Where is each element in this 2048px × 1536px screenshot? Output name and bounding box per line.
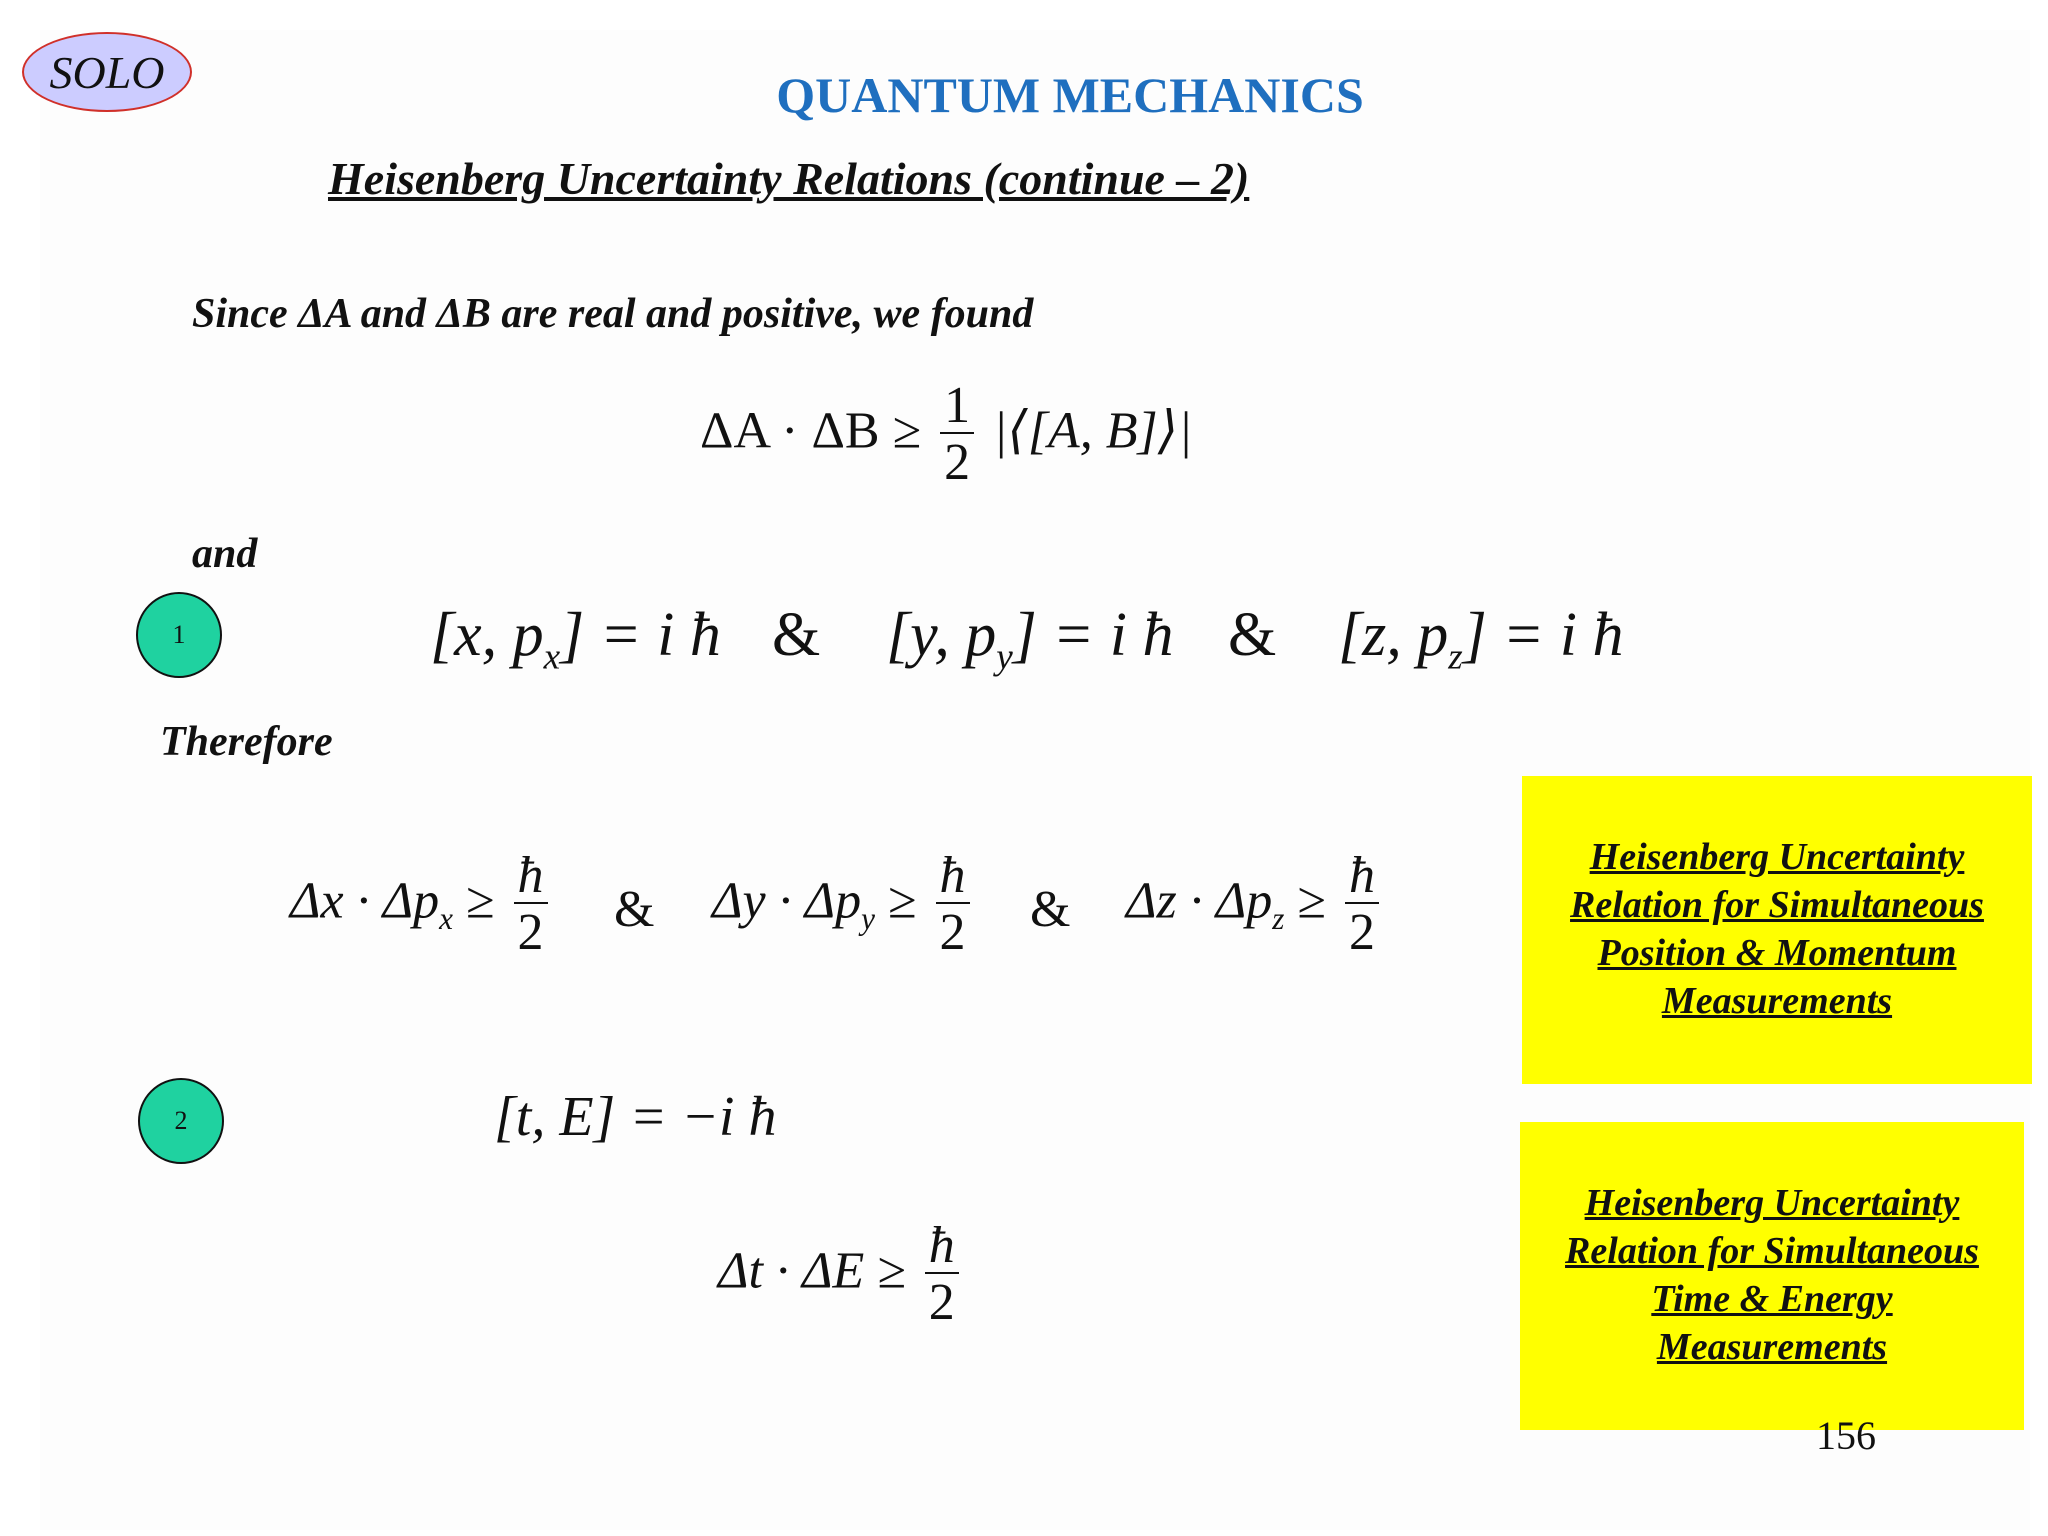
uncertainty-x-equation [290,847,554,961]
hbar: ħ [925,1220,959,1274]
commutator-z-text: [z, p [1338,601,1449,669]
commutator-y-end: ] = i ħ [1012,601,1174,669]
ampersand: & [614,881,655,938]
hbar: ħ [936,850,970,904]
general-rhs: |⟨[A, B]⟩| [993,402,1193,460]
general-uncertainty-equation [700,377,1193,491]
box-line: Heisenberg Uncertainty [1584,1182,1960,1225]
position-momentum-box-text [1570,834,1984,1026]
ampersand: & [1030,881,1071,938]
general-denominator: 2 [944,434,971,491]
commutator-z-equation [1338,600,1623,678]
unc-z-text: Δz · Δp [1126,872,1273,930]
geq-symbol: ≥ [1297,872,1326,930]
marker-2 [138,1078,224,1164]
geq-symbol: ≥ [887,872,917,930]
commutator-z-sub: z [1448,636,1463,678]
hbar: ħ [1345,850,1379,904]
hbar-over-2 [514,847,548,961]
ampersand: & [772,601,821,669]
commutator-x-text: [x, p [430,601,544,669]
general-lhs: ΔA · ΔB ≥ [700,402,922,460]
commutator-z-end: ] = i ħ [1462,601,1624,669]
box-line: Relation for Simultaneous [1565,1230,1979,1273]
marker-2-label: 2 [174,1106,188,1135]
page-number: 156 [1816,1413,1876,1458]
box-line: Measurements [1656,1325,1888,1368]
two: 2 [1348,904,1375,961]
general-numerator: 1 [940,380,974,434]
commutator-y-sub: y [996,636,1013,678]
commutator-tE-equation: [t, E] = −i ħ [494,1086,777,1148]
uncertainty-tE-equation [718,1217,965,1331]
general-fraction [940,377,974,491]
uncertainty-y-equation [712,847,976,961]
and-text: and [192,531,258,577]
commutator-x-equation [430,600,721,678]
slide-subtitle: Heisenberg Uncertainty Relations (continue – 2) [328,153,1250,204]
unc-y-sub: y [861,900,875,936]
hbar-over-2 [1345,847,1379,961]
box-line: Time & Energy [1651,1278,1893,1320]
two: 2 [517,904,544,961]
box-line: Position & Momentum [1597,932,1957,974]
box-line: Measurements [1661,979,1893,1022]
position-momentum-box [1522,776,2032,1084]
unc-x-text: Δx · Δp [290,872,440,930]
geq-symbol: ≥ [465,872,495,930]
time-energy-box-text [1565,1180,1979,1372]
ampersand: & [1228,601,1277,669]
hbar: ħ [514,850,548,904]
marker-1 [136,592,222,678]
time-energy-box [1520,1122,2024,1430]
box-line: Relation for Simultaneous [1570,884,1984,927]
uncertainty-z-equation [1126,847,1385,961]
hbar-over-2 [936,847,970,961]
commutator-x-sub: x [543,636,561,678]
unc-z-sub: z [1272,900,1285,936]
commutator-x-end: ] = i ħ [560,601,721,669]
box-line: Heisenberg Uncertainty [1589,836,1965,879]
two: 2 [928,1274,955,1331]
marker-1-label: 1 [172,620,186,649]
unc-y-text: Δy · Δp [712,872,862,930]
page-title: QUANTUM MECHANICS [776,67,1364,123]
solo-badge-label: SOLO [49,46,165,98]
unc-x-sub: x [439,900,453,936]
intro-text: Since ΔA and ΔB are real and positive, we found [192,291,1034,337]
commutator-y-text: [y, p [886,601,997,669]
unc-tE-text: Δt · ΔE ≥ [718,1242,906,1300]
hbar-over-2 [925,1217,959,1331]
therefore-text: Therefore [160,719,333,765]
commutator-y-equation [886,600,1173,678]
two: 2 [939,904,966,961]
